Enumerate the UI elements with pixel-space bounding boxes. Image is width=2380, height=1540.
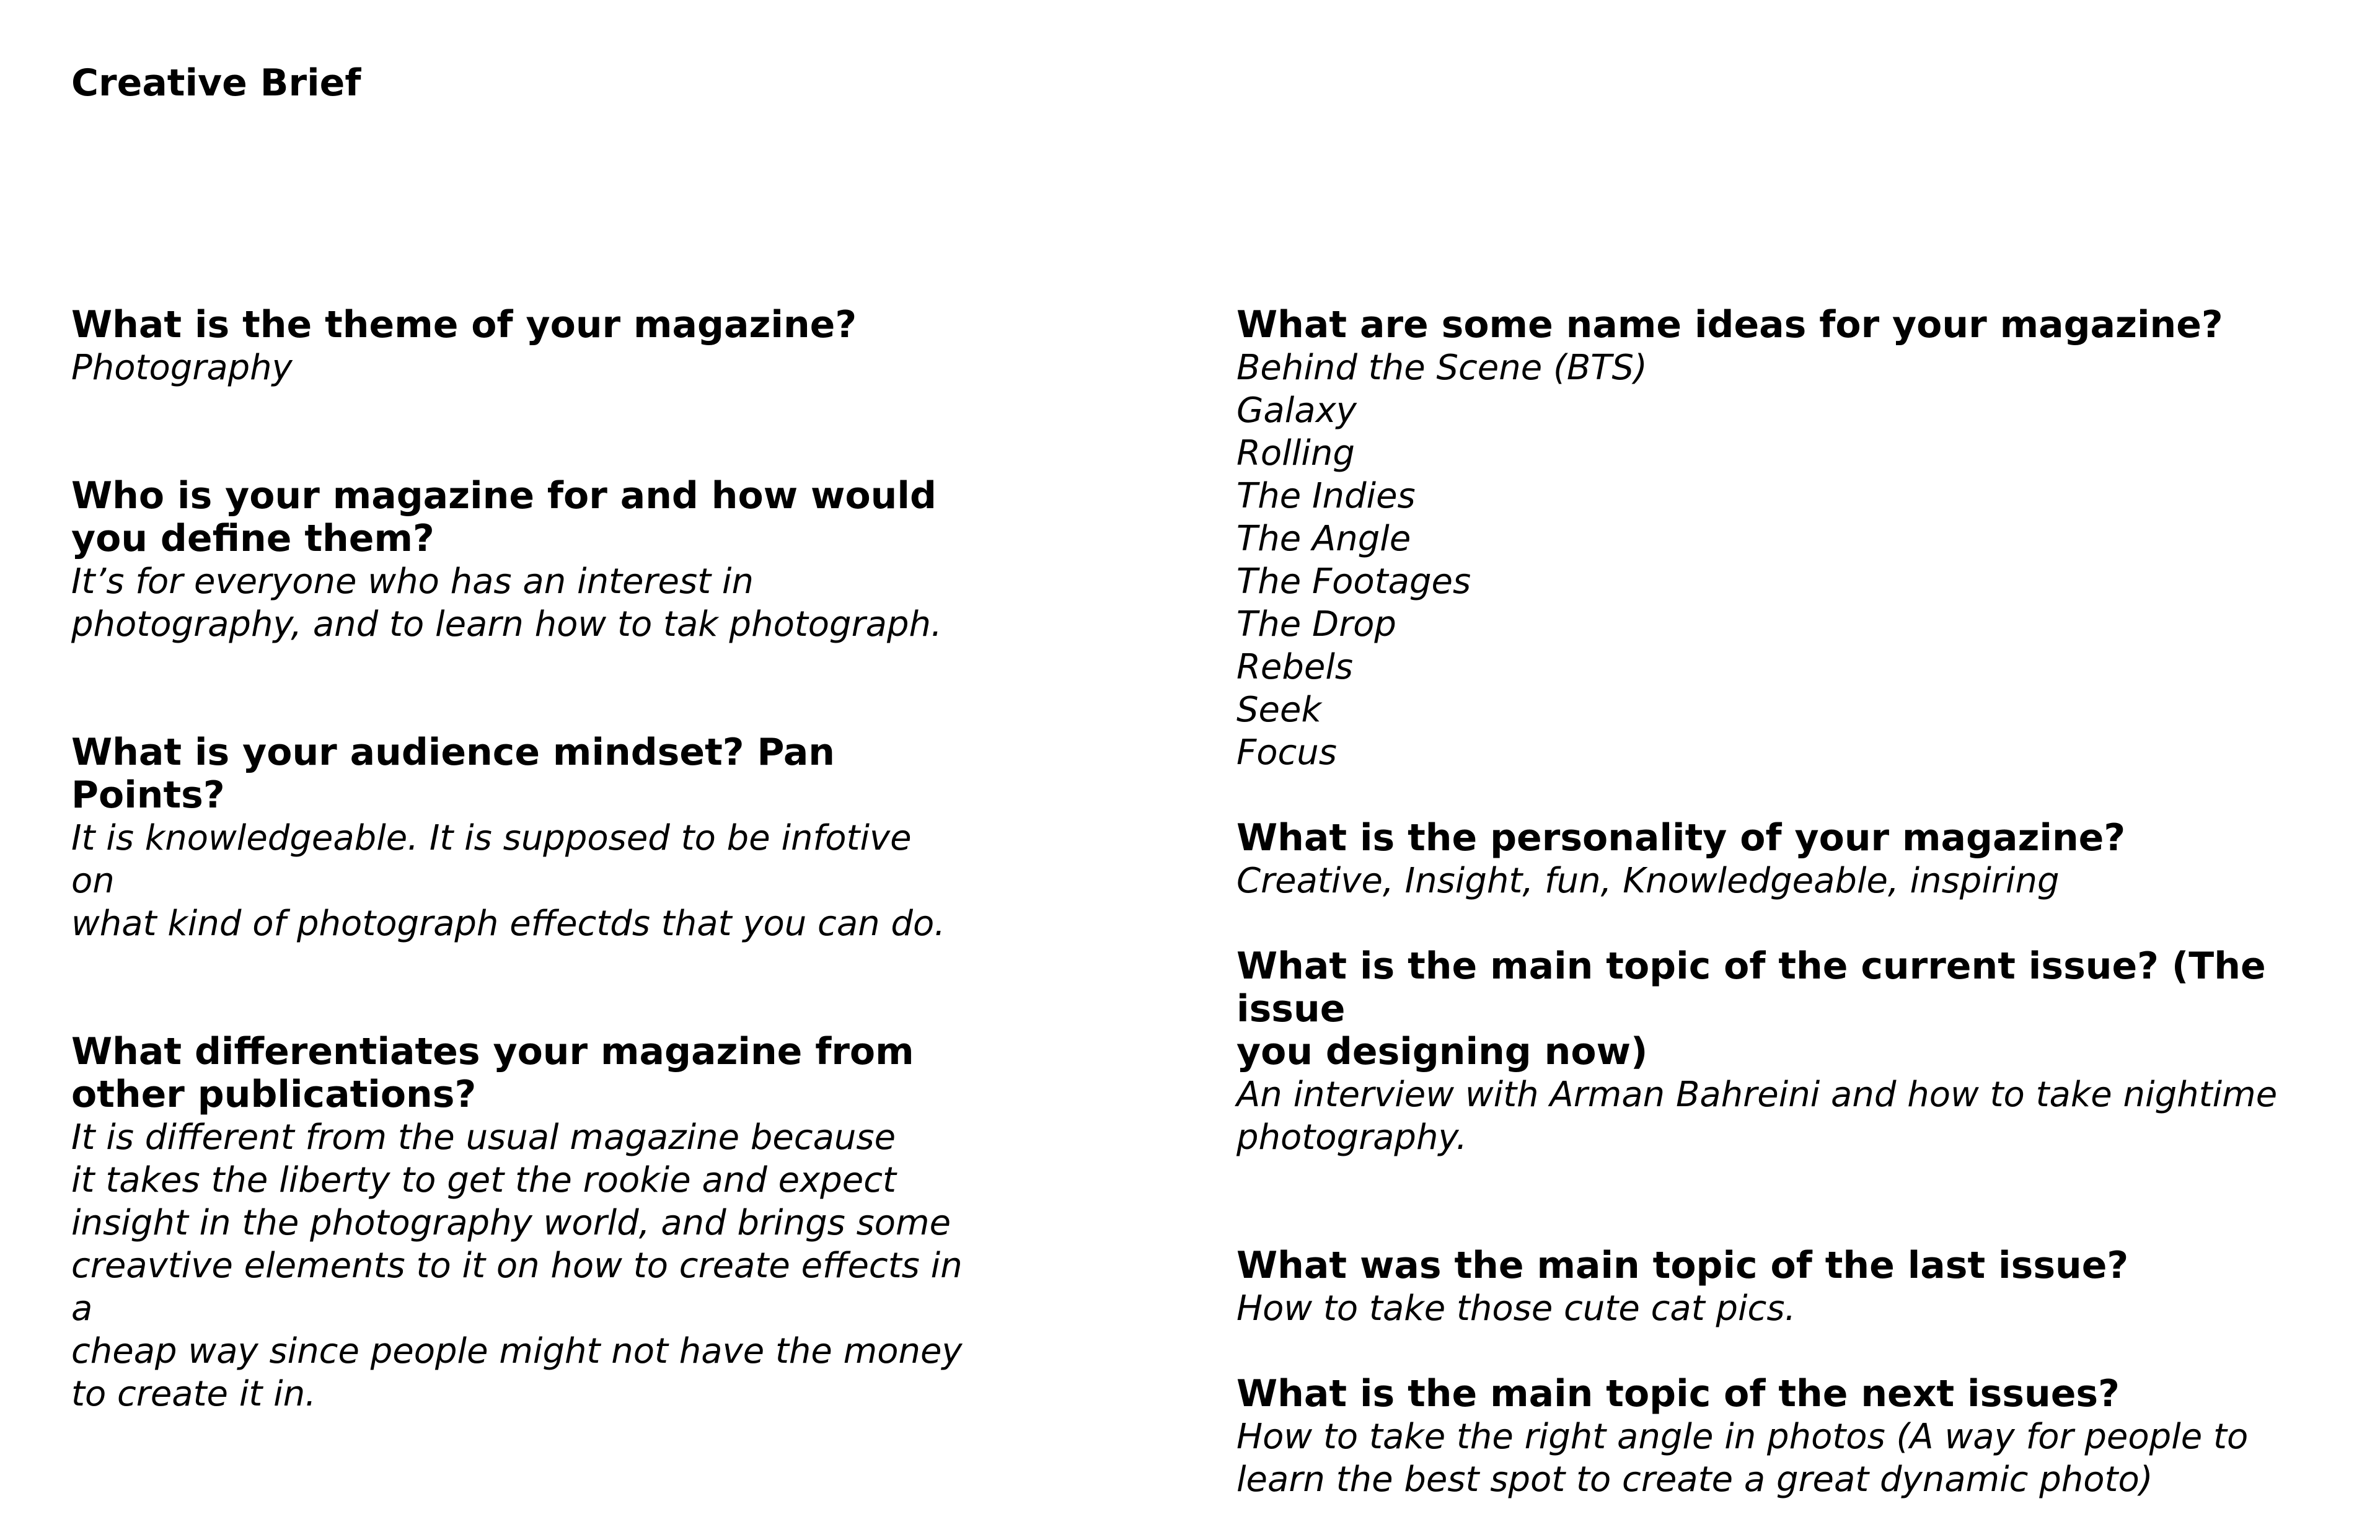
right-column	[1236, 304, 2327, 1501]
answer-audience-line-1: It’s for everyone who has an interest in	[71, 561, 754, 602]
qa-audience	[71, 475, 964, 646]
answer-current-issue	[1236, 1073, 2327, 1159]
name-ideas-list	[1236, 346, 2327, 774]
qa-personality	[1236, 817, 2327, 902]
question-audience	[71, 475, 964, 560]
question-audience-line-1: Who is your magazine for and how would	[71, 474, 937, 517]
question-personality: What is the personality of your magazine?	[1236, 816, 2126, 860]
name-idea-item: Galaxy	[1236, 390, 1357, 431]
question-theme: What is the theme of your magazine?	[71, 303, 857, 346]
question-last-issue: What was the main topic of the last issue?	[1236, 1244, 2129, 1287]
answer-differentiation-line-4: creavtive elements to it on how to create effects in a	[71, 1246, 963, 1329]
answer-theme: Photography	[71, 348, 293, 388]
name-idea-item: Rolling	[1236, 433, 1355, 473]
question-audience-line-2: you define them?	[71, 517, 434, 560]
answer-differentiation-line-3: insight in the photography world, and brings some	[71, 1203, 951, 1243]
qa-name-ideas	[1236, 304, 2327, 774]
qa-differentiation	[71, 1031, 964, 1415]
name-idea-item: The Footages	[1236, 561, 1471, 602]
answer-differentiation-line-5: cheap way since people might not have the money	[71, 1331, 963, 1371]
answer-next-issues	[1236, 1415, 2327, 1501]
name-idea-item: The Angle	[1236, 519, 1411, 559]
answer-last-issue: How to take those cute cat pics.	[1236, 1288, 1796, 1329]
name-idea-item: The Indies	[1236, 476, 1416, 516]
qa-last-issue	[1236, 1244, 2327, 1330]
answer-differentiation-line-6: to create it in.	[71, 1374, 316, 1414]
question-current-issue-line-2: you designing now)	[1236, 1030, 1648, 1073]
question-current-issue	[1236, 945, 2327, 1073]
qa-next-issues	[1236, 1373, 2327, 1501]
answer-next-issues-line-2: learn the best spot to create a great dynamic photo)	[1236, 1459, 2153, 1500]
left-column	[71, 304, 964, 1415]
page-title: Creative Brief	[71, 61, 361, 105]
name-idea-item: Seek	[1236, 690, 1321, 730]
question-differentiation-line-1: What differentiates your magazine from	[71, 1030, 914, 1073]
question-differentiation-line-2: other publications?	[71, 1073, 477, 1116]
question-next-issues: What is the main topic of the next issues?	[1236, 1372, 2120, 1415]
answer-next-issues-line-1: How to take the right angle in photos (A way for people to	[1236, 1417, 2249, 1457]
name-idea-item: Behind the Scene (BTS)	[1236, 348, 1647, 388]
answer-mindset	[71, 817, 964, 945]
name-idea-item: Focus	[1236, 733, 1337, 773]
answer-differentiation-line-1: It is different from the usual magazine because	[71, 1117, 896, 1158]
answer-audience-line-2: photography, and to learn how to tak photograph.	[71, 604, 942, 645]
answer-mindset-line-2: what kind of photograph effectds that you can do.	[71, 904, 946, 944]
name-idea-item: The Drop	[1236, 604, 1396, 645]
qa-current-issue	[1236, 945, 2327, 1159]
qa-mindset	[71, 731, 964, 945]
answer-current-issue-line-1: An interview with Arman Bahreini and how to take nightime	[1236, 1075, 2278, 1115]
name-idea-item: Rebels	[1236, 647, 1354, 687]
question-name-ideas: What are some name ideas for your magazine?	[1236, 303, 2223, 346]
answer-personality: Creative, Insight, fun, Knowledgeable, inspiring	[1236, 861, 2060, 901]
question-current-issue-line-1: What is the main topic of the current issue? (The issue	[1236, 944, 2266, 1031]
answer-differentiation-line-2: it takes the liberty to get the rookie and expect	[71, 1160, 896, 1200]
question-differentiation	[71, 1031, 964, 1116]
answer-differentiation	[71, 1116, 964, 1415]
answer-mindset-line-1: It is knowledgeable. It is supposed to be infotive on	[71, 818, 912, 901]
question-mindset: What is your audience mindset? Pan Points?	[71, 731, 835, 817]
answer-current-issue-line-2: photography.	[1236, 1117, 1468, 1158]
qa-theme	[71, 304, 964, 389]
answer-audience	[71, 560, 964, 646]
